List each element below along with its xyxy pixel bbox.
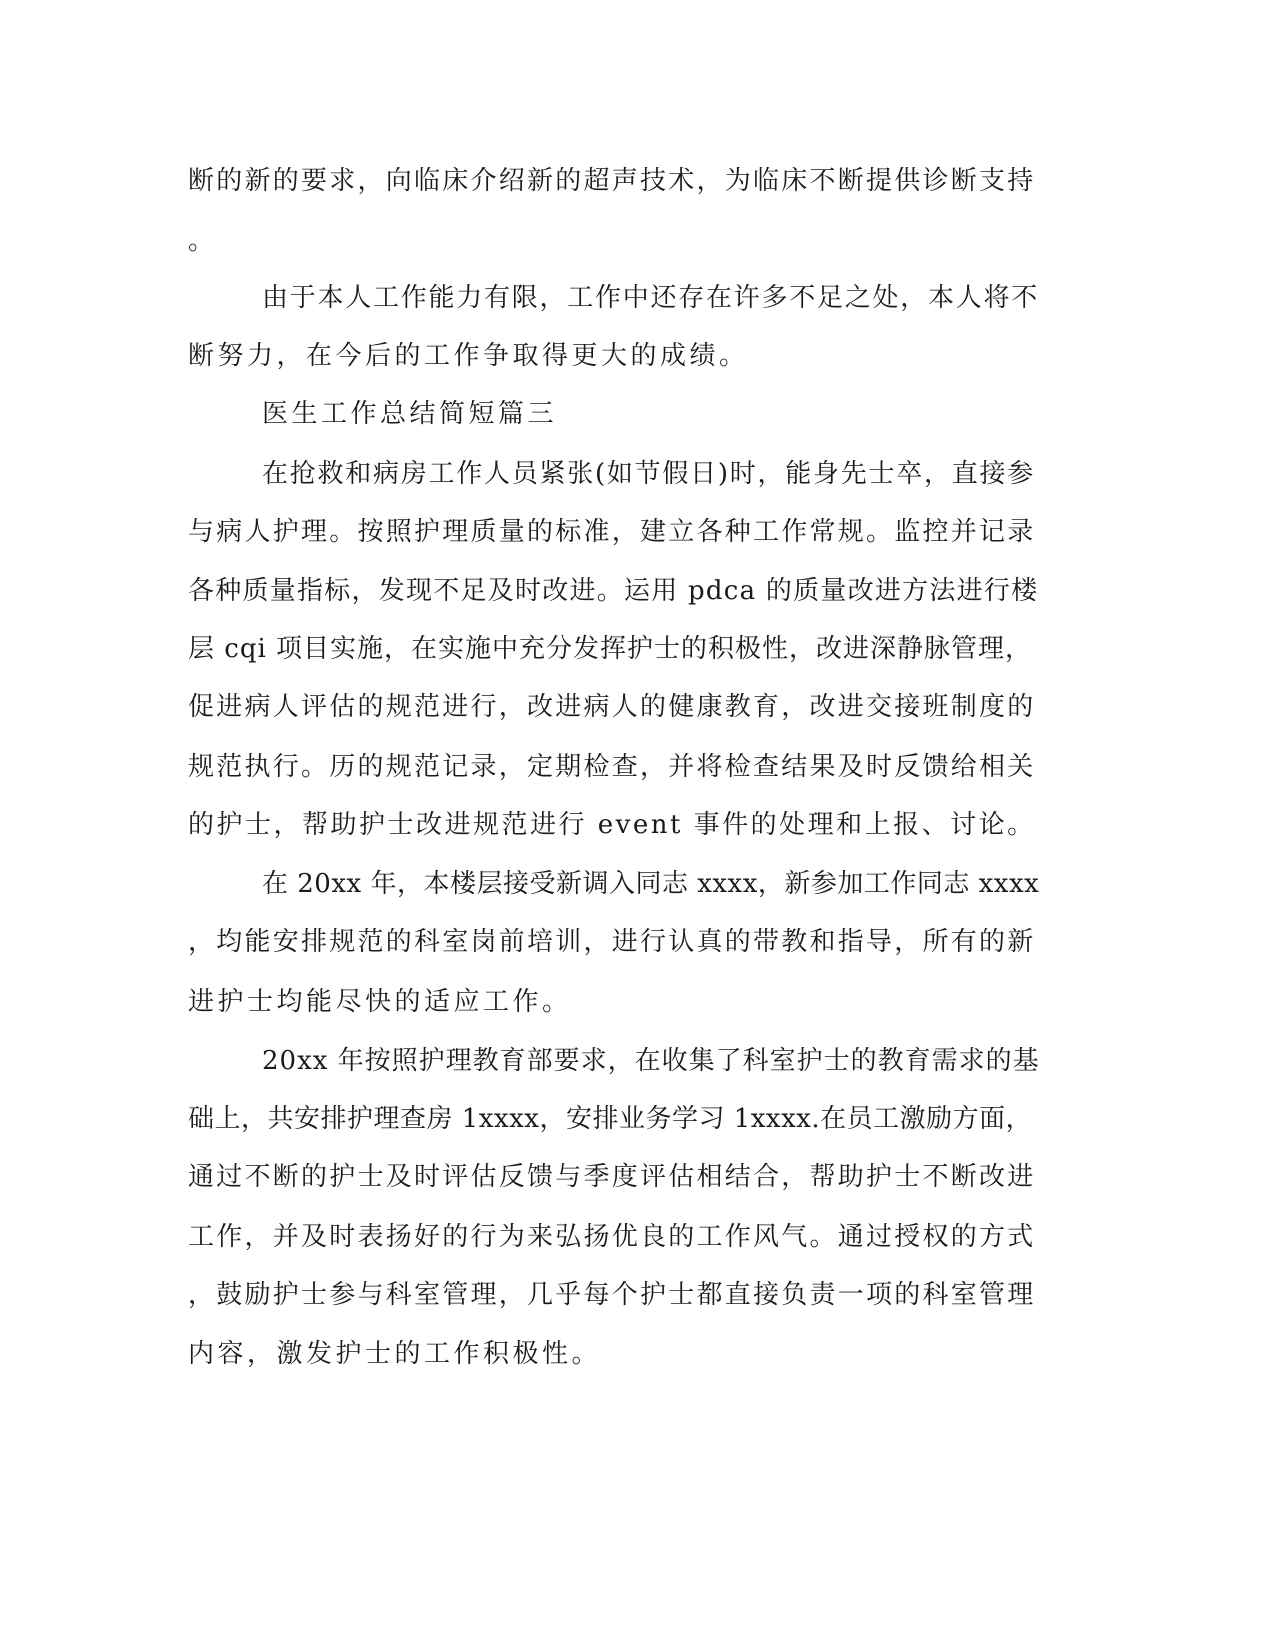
text-line: ，鼓励护士参与科室管理，几乎每个护士都直接负责一项的科室管理	[188, 1280, 1036, 1310]
paragraph-start: 20xx 年按照护理教育部要求，在收集了科室护士的教育需求的基	[262, 1046, 1040, 1076]
text-line: 规范执行。历的规范记录，定期检查，并将检查结果及时反馈给相关	[188, 752, 1036, 782]
text-line: 促进病人评估的规范进行，改进病人的健康教育，改进交接班制度的	[188, 692, 1036, 722]
text-line: 与病人护理。按照护理质量的标准，建立各种工作常规。监控并记录	[188, 517, 1036, 547]
text-line: 层 cqi 项目实施，在实施中充分发挥护士的积极性，改进深静脉管理，	[188, 634, 1033, 664]
paragraph-start: 在抢救和病房工作人员紧张(如节假日)时，能身先士卒，直接参	[262, 459, 1036, 489]
text-line: 础上，共安排护理查房 1xxxx，安排业务学习 1xxxx.在员工激励方面，	[188, 1104, 1033, 1134]
paragraph-start: 由于本人工作能力有限，工作中还存在许多不足之处，本人将不	[262, 283, 1040, 313]
text-line: ，均能安排规范的科室岗前培训，进行认真的带教和指导，所有的新	[188, 927, 1036, 957]
text-line: 各种质量指标，发现不足及时改进。运用 pdca 的质量改进方法进行楼	[188, 576, 1039, 606]
text-line: 。	[188, 226, 218, 256]
text-line: 内容，激发护士的工作积极性。	[188, 1339, 602, 1369]
text-line: 工作，并及时表扬好的行为来弘扬优良的工作风气。通过授权的方式	[188, 1222, 1036, 1252]
text-line: 的护士，帮助护士改进规范进行 event 事件的处理和上报、讨论。	[188, 810, 1036, 840]
paragraph-start: 在 20xx 年，本楼层接受新调入同志 xxxx，新参加工作同志 xxxx	[262, 869, 1040, 899]
section-heading: 医生工作总结简短篇三	[262, 399, 558, 429]
text-line: 断努力，在今后的工作争取得更大的成绩。	[188, 341, 749, 371]
text-line: 进护士均能尽快的适应工作。	[188, 987, 572, 1017]
text-line: 通过不断的护士及时评估反馈与季度评估相结合，帮助护士不断改进	[188, 1162, 1036, 1192]
text-line: 断的新的要求，向临床介绍新的超声技术，为临床不断提供诊断支持	[188, 166, 1036, 196]
